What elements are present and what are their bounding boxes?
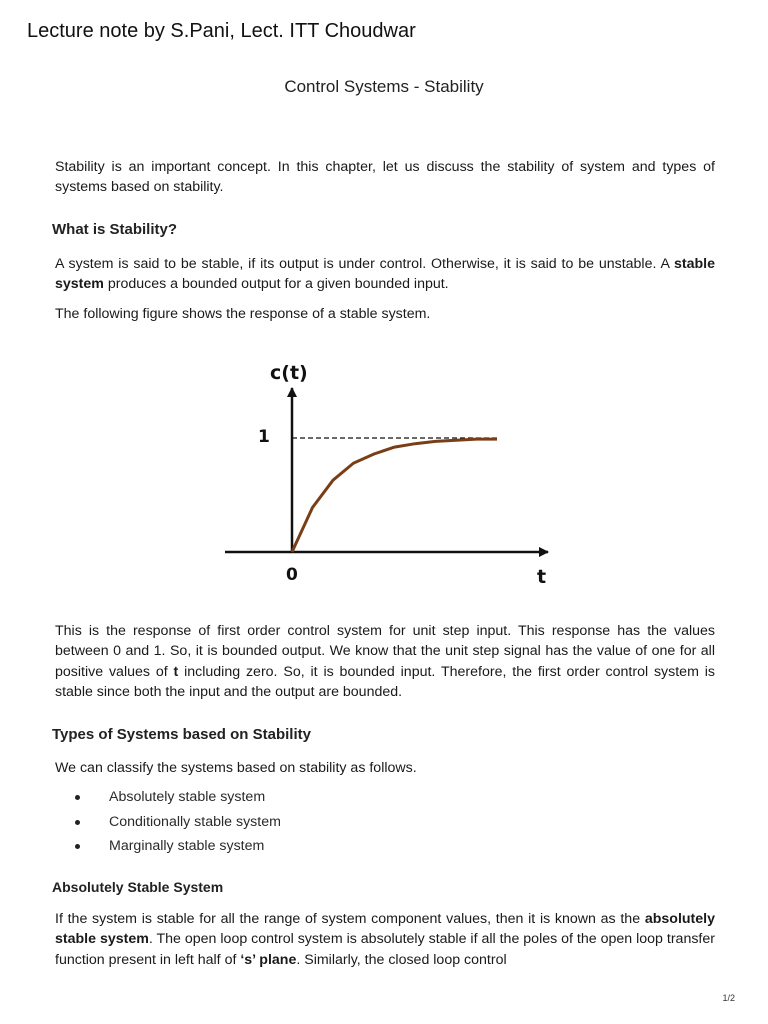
list-item: Absolutely stable system: [72, 786, 281, 811]
absolutely-stable-paragraph: If the system is stable for all the range of system component values, then it is known as the absolutely stable system. The open loop control system is absolutely stable if all the poles of the open loop transfer function present in left half of ‘s’ plane. Similarly, the closed loop control: [55, 911, 715, 968]
bullet-icon: [75, 795, 80, 800]
y-axis-label: c(t): [270, 362, 308, 384]
system-types-list: [72, 786, 281, 860]
heading-what-is-stability: What is Stability?: [52, 221, 178, 238]
heading-types-of-systems: Types of Systems based on Stability: [52, 726, 311, 743]
classification-intro: We can classify the systems based on stability as follows.: [55, 760, 417, 776]
origin-label: 0: [286, 565, 298, 585]
heading-absolutely-stable: Absolutely Stable System: [52, 879, 224, 895]
bullet-icon: [75, 844, 80, 849]
stability-definition-paragraph: A system is said to be stable, if its output is under control. Otherwise, it is said to be unstable. A stable system produces a bounded output for a given bounded input.: [55, 256, 715, 293]
list-item: Marginally stable system: [72, 835, 281, 860]
list-item: Conditionally stable system: [72, 811, 281, 836]
figure-intro-paragraph: The following figure shows the response of a stable system.: [55, 306, 431, 322]
response-curve: [292, 439, 497, 552]
response-explanation-paragraph: This is the response of first order control system for unit step input. This response has the values between 0 and 1. So, it is bounded output. We know that the unit step signal has the value of one for all positive values of t including zero. So, it is bounded input. Therefore, the first order control system is stable since both the input and the output are bounded.: [55, 623, 715, 701]
level-one-label: 1: [258, 427, 270, 447]
x-axis-label: t: [537, 566, 547, 588]
page-number: 1/2: [722, 993, 735, 1003]
page-title: Control Systems - Stability: [284, 77, 484, 96]
bullet-icon: [75, 820, 80, 825]
page-header: Lecture note by S.Pani, Lect. ITT Choudwar: [27, 20, 416, 42]
intro-paragraph: Stability is an important concept. In this chapter, let us discuss the stability of system and types of systems based on stability.: [55, 159, 715, 196]
